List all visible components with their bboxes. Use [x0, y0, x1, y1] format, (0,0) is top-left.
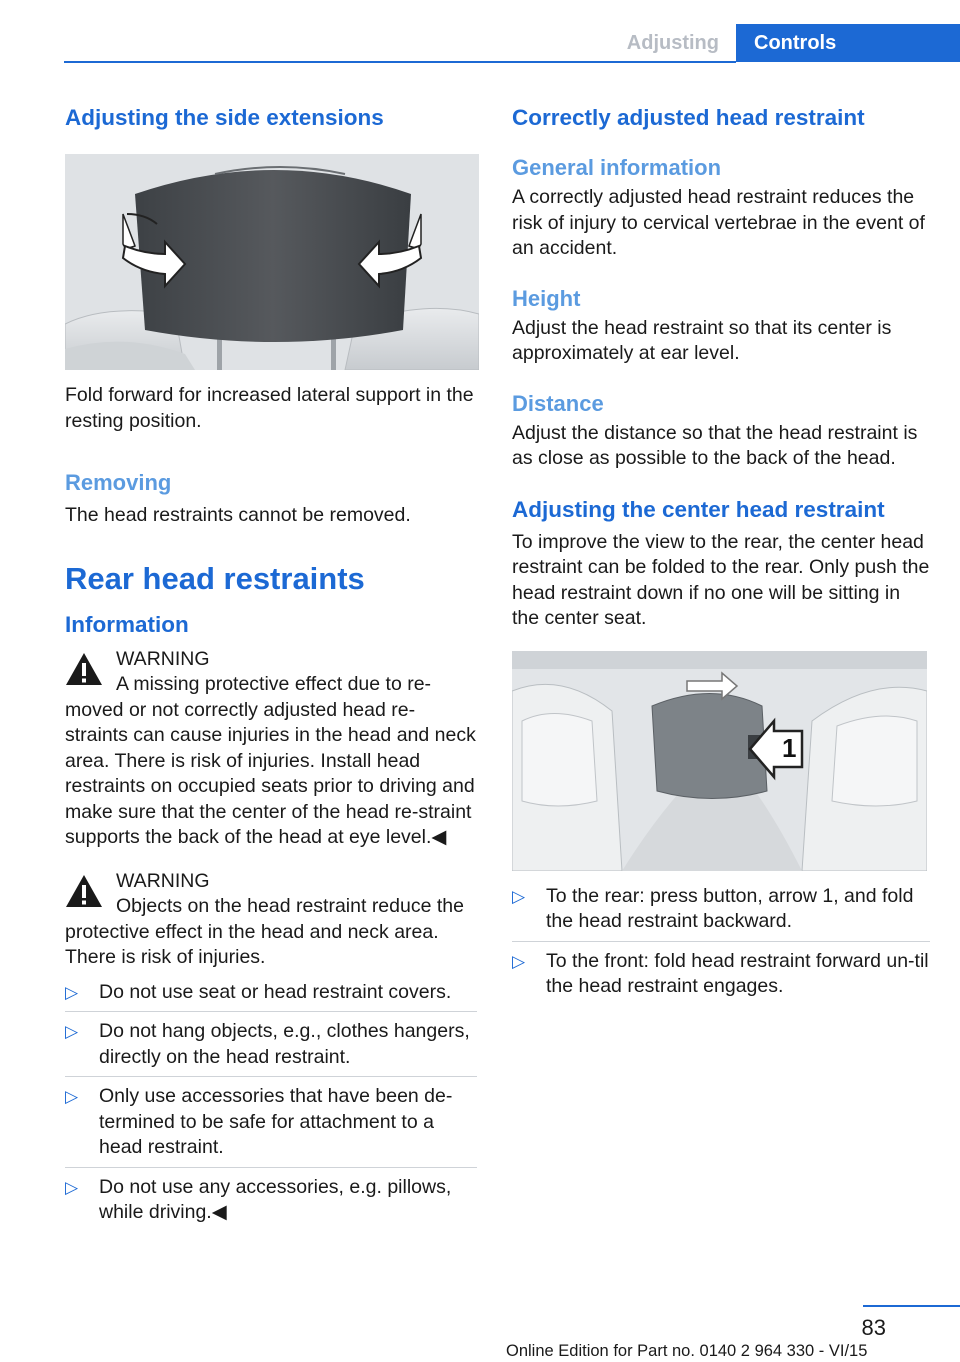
section-tab: Adjusting	[626, 32, 719, 54]
chapter-tab: Controls	[736, 24, 960, 62]
general-information-text: A correctly adjusted head restraint reduces the risk of injury to cervical vertebrae in the event of an accident.	[512, 186, 925, 259]
center-restraint-text: To improve the view to the rear, the center head restraint can be folded to the rear. Only push the head restraint down if no one will be sitting in the center seat.	[512, 530, 930, 629]
list-item-text: Only use accessories that have been de-termined to be safe for attachment to a head restraint.	[99, 1085, 453, 1158]
warning-block-1	[65, 647, 477, 851]
warning-text: Objects on the head restraint reduce the protective effect in the head and neck area. There is risk of injuries.	[65, 895, 464, 968]
list-item-text: To the front: fold head restraint forward un-til the head restraint engages.	[546, 949, 929, 997]
triangle-bullet-icon: ▷	[65, 1177, 79, 1197]
head-restraint-side-extensions-image	[65, 154, 479, 370]
callout-number: 1	[782, 732, 797, 763]
warning-triangle-icon	[65, 652, 103, 686]
distance-text: Adjust the distance so that the head restraint is as close as possible to the back of the head.	[512, 421, 918, 469]
warning-title: WARNING	[116, 869, 210, 892]
removing-heading: Removing	[65, 470, 172, 495]
divider	[512, 941, 930, 942]
triangle-bullet-icon: ▷	[512, 886, 526, 906]
divider	[65, 1076, 477, 1077]
edition-footer: Online Edition for Part no. 0140 2 964 330 - VI/15	[506, 1342, 868, 1360]
warning-text: A missing protective effect due to re-moved or not correctly adjusted head re-straints can cause injuries in the head and neck area. There is risk of injuries. Install head restraints on occupied seats prior to driving and make sure that the center of the head re-straint supports the back of the head at eye level.◀	[65, 673, 476, 848]
fold-instructions-list	[512, 884, 930, 1000]
header-divider	[64, 61, 736, 63]
divider	[65, 1167, 477, 1168]
list-item-text: Do not use any accessories, e.g. pillows, while driving.◀	[99, 1175, 452, 1223]
height-heading: Height	[512, 285, 581, 311]
list-item-text: Do not use seat or head restraint covers.	[99, 980, 452, 1003]
list-item	[65, 980, 477, 1006]
triangle-bullet-icon: ▷	[65, 982, 79, 1002]
list-item	[512, 949, 930, 1000]
page-header	[607, 24, 960, 62]
general-information-heading: General information	[512, 155, 722, 180]
side-extensions-text: Fold forward for increased lateral support in the resting position.	[65, 384, 474, 432]
center-restraint-heading: Adjusting the center head restraint	[512, 496, 885, 522]
footer-divider	[863, 1305, 960, 1307]
side-extensions-illustration	[65, 154, 479, 370]
center-restraint-illustration	[512, 651, 927, 871]
rear-head-restraints-heading: Rear head restraints	[65, 560, 365, 596]
triangle-bullet-icon: ▷	[65, 1087, 79, 1106]
left-column	[65, 98, 477, 1226]
divider	[65, 1011, 477, 1012]
warning-bullet-list	[65, 980, 477, 1226]
triangle-bullet-icon: ▷	[65, 1022, 79, 1041]
list-item	[65, 1175, 477, 1226]
removing-text: The head restraints cannot be removed.	[65, 504, 411, 526]
list-item	[65, 1084, 477, 1161]
warning-block-2	[65, 869, 477, 971]
list-item-text: Do not hang objects, e.g., clothes hangers, directly on the head restraint.	[99, 1020, 470, 1068]
warning-title: WARNING	[116, 647, 210, 670]
list-item-text: To the rear: press button, arrow 1, and fold the head restraint backward.	[546, 884, 914, 932]
distance-heading: Distance	[512, 390, 604, 416]
list-item	[65, 1019, 477, 1070]
side-extensions-heading: Adjusting the side extensions	[65, 105, 384, 130]
center-head-restraint-image	[512, 651, 927, 871]
height-text: Adjust the head restraint so that its center is approximately at ear level.	[512, 316, 892, 364]
correct-adjustment-heading: Correctly adjusted head restraint	[512, 105, 865, 130]
list-item	[512, 884, 930, 935]
triangle-bullet-icon: ▷	[512, 951, 526, 971]
information-heading: Information	[65, 611, 189, 637]
right-column	[512, 98, 930, 1000]
warning-triangle-icon	[65, 874, 103, 908]
page-number: 83	[861, 1315, 886, 1340]
